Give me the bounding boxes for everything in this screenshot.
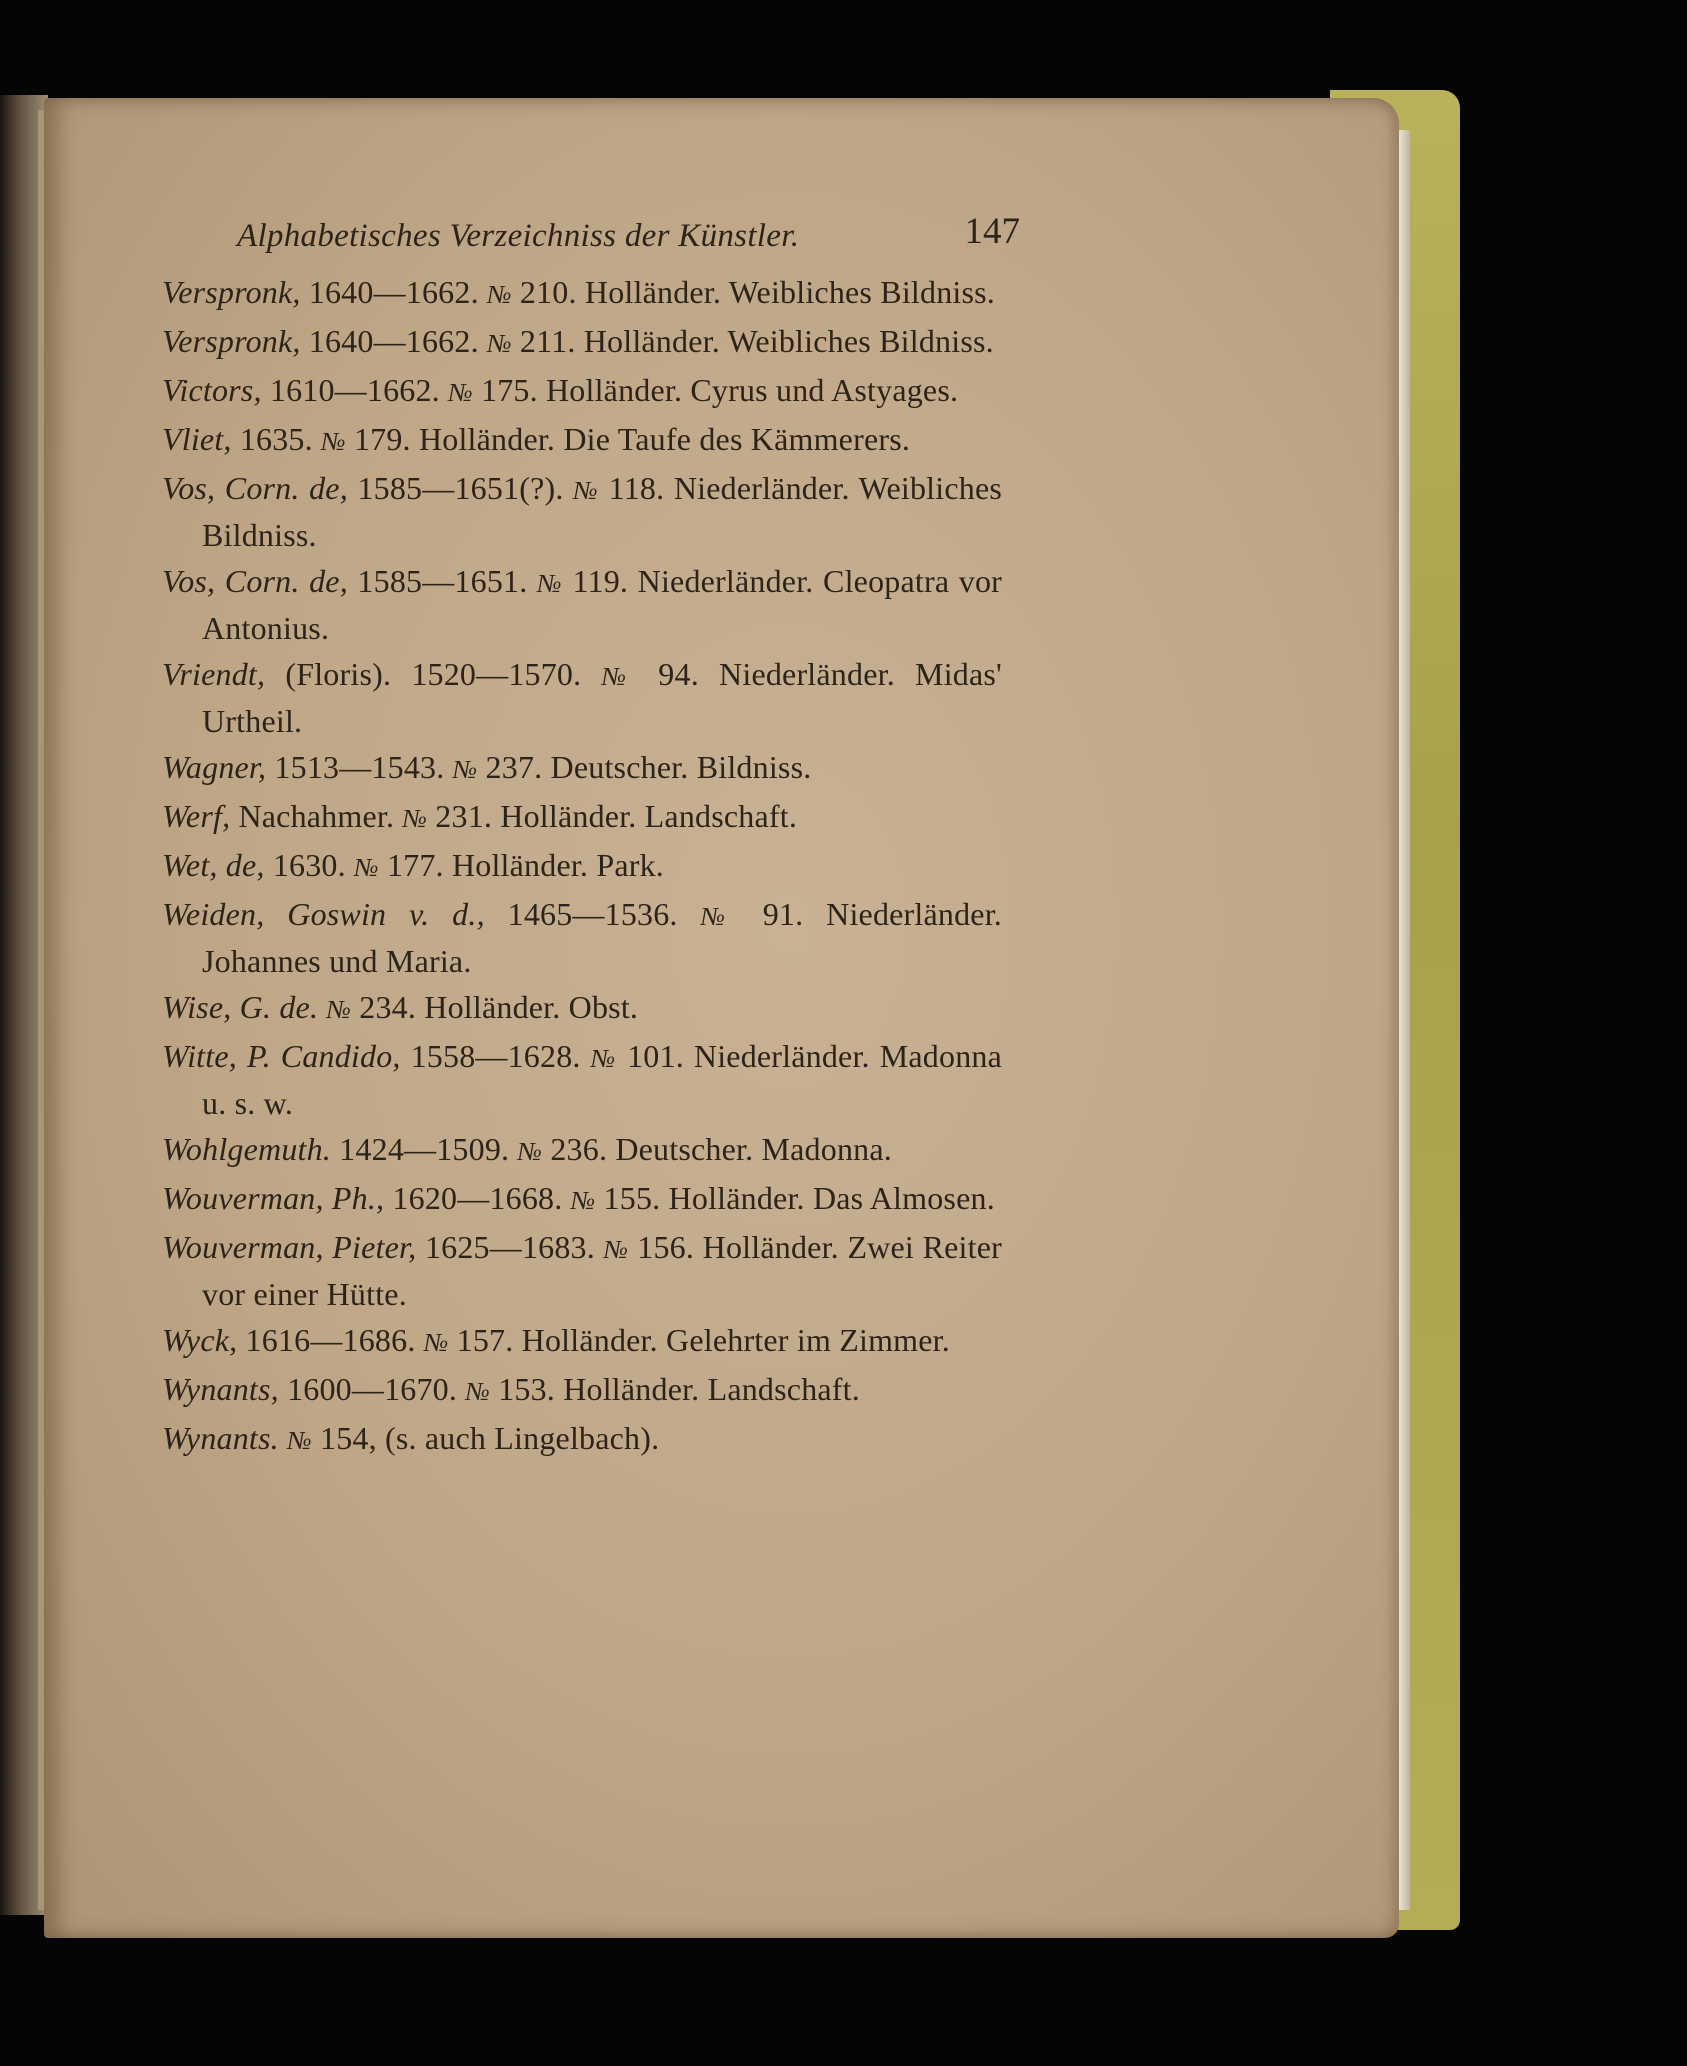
entry-number-sign: № — [465, 1377, 490, 1406]
index-entry — [162, 1416, 1002, 1463]
entry-details: 156. Holländer. Zwei Reiter vor einer Hütte. — [202, 1229, 1002, 1312]
entry-dates: 1585—1651. — [347, 563, 537, 599]
index-entry — [162, 1225, 1002, 1316]
entry-dates: 1424—1509. — [331, 1131, 518, 1167]
entry-details: 211. Holländer. Weibliches Bildniss. — [511, 323, 994, 359]
entry-dates: 1625—1683. — [416, 1229, 604, 1265]
entry-details: 94. Niederländer. Midas' Urtheil. — [202, 656, 1003, 739]
entry-number-sign: № — [570, 1186, 596, 1215]
entry-artist: Verspronk, — [162, 323, 301, 359]
entry-dates: 1585—1651(?). — [347, 470, 574, 506]
entry-details: 157. Holländer. Gelehrter im Zimmer. — [448, 1322, 950, 1358]
book-page — [44, 98, 1399, 1938]
entry-artist: Wagner, — [162, 749, 267, 785]
entry-artist: Wynants, — [162, 1371, 279, 1407]
entry-dates: 1635. — [231, 421, 322, 457]
entry-number-sign: № — [536, 569, 563, 598]
entry-dates: 1600—1670. — [278, 1371, 466, 1407]
entry-artist: Victors, — [162, 372, 262, 408]
entry-artist: Werf, — [162, 798, 231, 834]
entry-artist: Vos, Corn. de, — [162, 563, 348, 599]
entry-number-sign: № — [517, 1137, 543, 1166]
entry-details: 237. Deutscher. Bildniss. — [477, 749, 812, 785]
entry-artist: Witte, P. Candido, — [162, 1038, 401, 1074]
entry-dates: 1513—1543. — [266, 749, 453, 785]
entry-number-sign: № — [573, 476, 600, 505]
entry-artist: Vriendt, — [162, 656, 266, 692]
artist-index-list — [162, 270, 1002, 1463]
entry-details: 91. Niederländer. Johannes und Maria. — [202, 896, 1003, 979]
entry-details: 210. Holländer. Weibliches Bildniss. — [511, 274, 996, 310]
index-entry — [162, 1367, 1002, 1414]
index-entry — [162, 794, 1002, 841]
entry-details: 177. Holländer. Park. — [378, 847, 664, 883]
entry-number-sign: № — [603, 1235, 629, 1264]
entry-dates: Nachahmer. — [230, 798, 403, 834]
entry-artist: Wohlgemuth. — [162, 1131, 332, 1167]
page-content — [162, 210, 1020, 1465]
index-entry — [162, 466, 1002, 557]
index-entry — [162, 652, 1002, 743]
entry-number-sign: № — [287, 1426, 312, 1455]
entry-details: 101. Niederländer. Madonna u. s. w. — [202, 1038, 1002, 1121]
entry-artist: Vliet, — [162, 421, 232, 457]
entry-details: 236. Deutscher. Madonna. — [542, 1131, 892, 1167]
index-entry — [162, 270, 1002, 317]
entry-number-sign: № — [452, 755, 478, 784]
running-head-title: Alphabetisches Verzeichniss der Künstler. — [237, 218, 800, 254]
entry-artist: Wyck, — [162, 1322, 238, 1358]
entry-dates: 1465—1536. — [484, 896, 701, 932]
entry-number-sign: № — [700, 902, 740, 931]
running-head — [162, 210, 1020, 266]
entry-number-sign: № — [402, 804, 428, 833]
entry-dates: 1630. — [264, 847, 355, 883]
entry-details: 155. Holländer. Das Almosen. — [595, 1180, 995, 1216]
entry-dates: 1616—1686. — [237, 1322, 424, 1358]
entry-dates: 1558—1628. — [400, 1038, 591, 1074]
entry-artist: Verspronk, — [162, 274, 301, 310]
entry-dates: 1640—1662. — [300, 274, 487, 310]
entry-dates: 1620—1668. — [384, 1180, 571, 1216]
entry-number-sign: № — [448, 378, 473, 407]
entry-details: 179. Holländer. Die Taufe des Kämmerers. — [345, 421, 911, 457]
entry-artist: Wynants. — [162, 1420, 279, 1456]
index-entry — [162, 892, 1002, 983]
index-entry — [162, 745, 1002, 792]
index-entry — [162, 368, 1002, 415]
entry-details: 234. Holländer. Obst. — [351, 989, 639, 1025]
index-entry — [162, 1127, 1002, 1174]
entry-details: 119. Niederländer. Cleopatra vor Antonius. — [202, 563, 1002, 646]
index-entry — [162, 985, 1002, 1032]
index-entry — [162, 319, 1002, 366]
entry-details: 153. Holländer. Landschaft. — [490, 1371, 860, 1407]
entry-artist: Weiden, Goswin v. d., — [162, 896, 485, 932]
index-entry — [162, 559, 1002, 650]
entry-number-sign: № — [486, 280, 512, 309]
index-entry — [162, 1034, 1002, 1125]
entry-number-sign: № — [326, 995, 352, 1024]
entry-details: 175. Holländer. Cyrus und Astyages. — [472, 372, 959, 408]
entry-number-sign: № — [354, 853, 379, 882]
entry-artist: Wet, de, — [162, 847, 265, 883]
index-entry — [162, 417, 1002, 464]
entry-dates: 1610—1662. — [261, 372, 449, 408]
entry-number-sign: № — [601, 662, 639, 691]
index-entry — [162, 1176, 1002, 1223]
entry-details: 154, (s. auch Lingelbach). — [311, 1420, 660, 1456]
entry-dates — [279, 1420, 287, 1456]
entry-number-sign: № — [321, 427, 346, 456]
index-entry — [162, 1318, 1002, 1365]
entry-artist: Wise, G. de. — [162, 989, 319, 1025]
index-entry — [162, 843, 1002, 890]
entry-dates: 1640—1662. — [300, 323, 487, 359]
entry-number-sign: № — [590, 1044, 618, 1073]
page-number: 147 — [964, 211, 1020, 252]
entry-artist: Vos, Corn. de, — [162, 470, 348, 506]
entry-number-sign: № — [486, 329, 512, 358]
entry-details: 118. Niederländer. Weibliches Bildniss. — [202, 470, 1003, 553]
entry-artist: Wouverman, Pieter, — [162, 1229, 417, 1265]
entry-dates: (Floris). 1520—1570. — [265, 656, 602, 692]
entry-details: 231. Holländer. Landschaft. — [427, 798, 798, 834]
entry-number-sign: № — [423, 1328, 449, 1357]
entry-artist: Wouverman, Ph., — [162, 1180, 385, 1216]
